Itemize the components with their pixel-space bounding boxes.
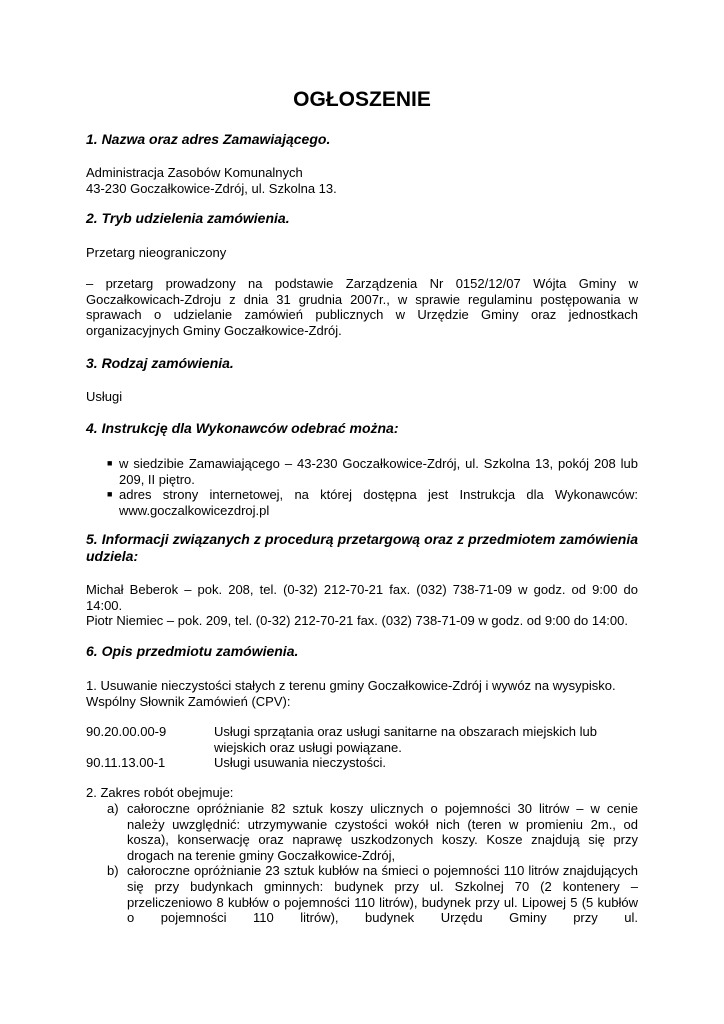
order-type: Usługi [86, 389, 123, 404]
list-item-text: całoroczne opróżnianie 23 sztuk kubłów na śmieci o pojemności 110 litrów znajdujących się przy budynkach gminnych: budynek przy ul. Szkolnej 70 (2 kontenery – przeliczeniowo 8 kubłów o pojemności 110 litrów), budynek przy ul. Lipowej 5 (5 kubłów o pojemności 110 litrów), budynek Urzędu Gminy przy ul. [127, 863, 638, 926]
list-marker: a) [107, 801, 119, 816]
list-item [107, 487, 638, 518]
cpv-code: 90.20.00.00-9 [86, 724, 167, 739]
subject-intro: 1. Usuwanie nieczystości stałych z terenu gminy Goczałkowice-Zdrój i wywóz na wysypisko. [86, 678, 616, 693]
orderer-address: 43-230 Goczałkowice-Zdrój, ul. Szkolna 13. [86, 181, 337, 196]
section-4-heading: 4. Instrukcję dla Wykonawców odebrać można: [86, 420, 399, 436]
cpv-table [86, 724, 638, 771]
instructions-list [107, 456, 638, 518]
bullet-icon: ■ [107, 489, 113, 500]
cpv-label: Wspólny Słownik Zamówień (CPV): [86, 694, 291, 709]
cpv-description: Usługi usuwania nieczystości. [214, 755, 386, 771]
list-item-text: całoroczne opróżnianie 82 sztuk koszy ulicznych o pojemności 30 litrów – w cenie należy uwzględnić: utrzymywanie czystości wokół nich (teren w promieniu 2m., od kosza), konserwację oraz naprawę uszkodzonych koszy. Kosze znajdują się przy drogach na terenie gminy Goczałkowice-Zdrój, [127, 801, 638, 863]
contact-person-2: Piotr Niemiec – pok. 209, tel. (0-32) 212-70-21 fax. (032) 738-71-09 w godz. od 9:00 do 14:00. [86, 613, 628, 628]
cpv-description: Usługi sprzątania oraz usługi sanitarne na obszarach miejskich lub wiejskich oraz usługi powiązane. [214, 724, 597, 755]
list-item-text: w siedzibie Zamawiającego – 43-230 Goczałkowice-Zdrój, ul. Szkolna 13, pokój 208 lub 209, II piętro. [119, 456, 638, 487]
section-5-heading: 5. Informacji związanych z procedurą przetargową oraz z przedmiotem zamówienia udziela: [86, 531, 638, 564]
page-title: OGŁOSZENIE [293, 88, 431, 111]
scope-label: 2. Zakres robót obejmuje: [86, 785, 234, 800]
contact-person-1: Michał Beberok – pok. 208, tel. (0-32) 212-70-21 fax. (032) 738-71-09 w godz. od 9:00 do 14:00. [86, 582, 638, 613]
section-2-heading: 2. Tryb udzielenia zamówienia. [86, 210, 290, 226]
orderer-name: Administracja Zasobów Komunalnych [86, 165, 303, 180]
section-6-heading: 6. Opis przedmiotu zamówienia. [86, 643, 299, 659]
procedure-mode: Przetarg nieograniczony [86, 245, 227, 260]
procedure-detail: – przetarg prowadzony na podstawie Zarządzenia Nr 0152/12/07 Wójta Gminy w Goczałkowicach-Zdroju z dnia 31 grudnia 2007r., w sprawie regulaminu postępowania w sprawach o udzielanie zamówień publicznych w Urzędzie Gminy oraz jednostkach organizacyjnych Gminy Goczałkowice-Zdrój. [86, 276, 638, 338]
table-row [86, 724, 638, 755]
section-1-heading: 1. Nazwa oraz adres Zamawiającego. [86, 131, 331, 147]
cpv-code: 90.11.13.00-1 [86, 755, 166, 771]
list-item-text: adres strony internetowej, na której dostępna jest Instrukcja dla Wykonawców: www.goczalkowicezdroj.pl [119, 487, 638, 518]
bullet-icon: ■ [107, 458, 113, 468]
scope-list [107, 801, 638, 926]
section-3-heading: 3. Rodzaj zamówienia. [86, 355, 234, 371]
list-item [107, 863, 638, 925]
table-row [86, 755, 638, 771]
list-marker: b) [107, 863, 119, 879]
list-item [107, 456, 638, 487]
list-item [107, 801, 638, 863]
